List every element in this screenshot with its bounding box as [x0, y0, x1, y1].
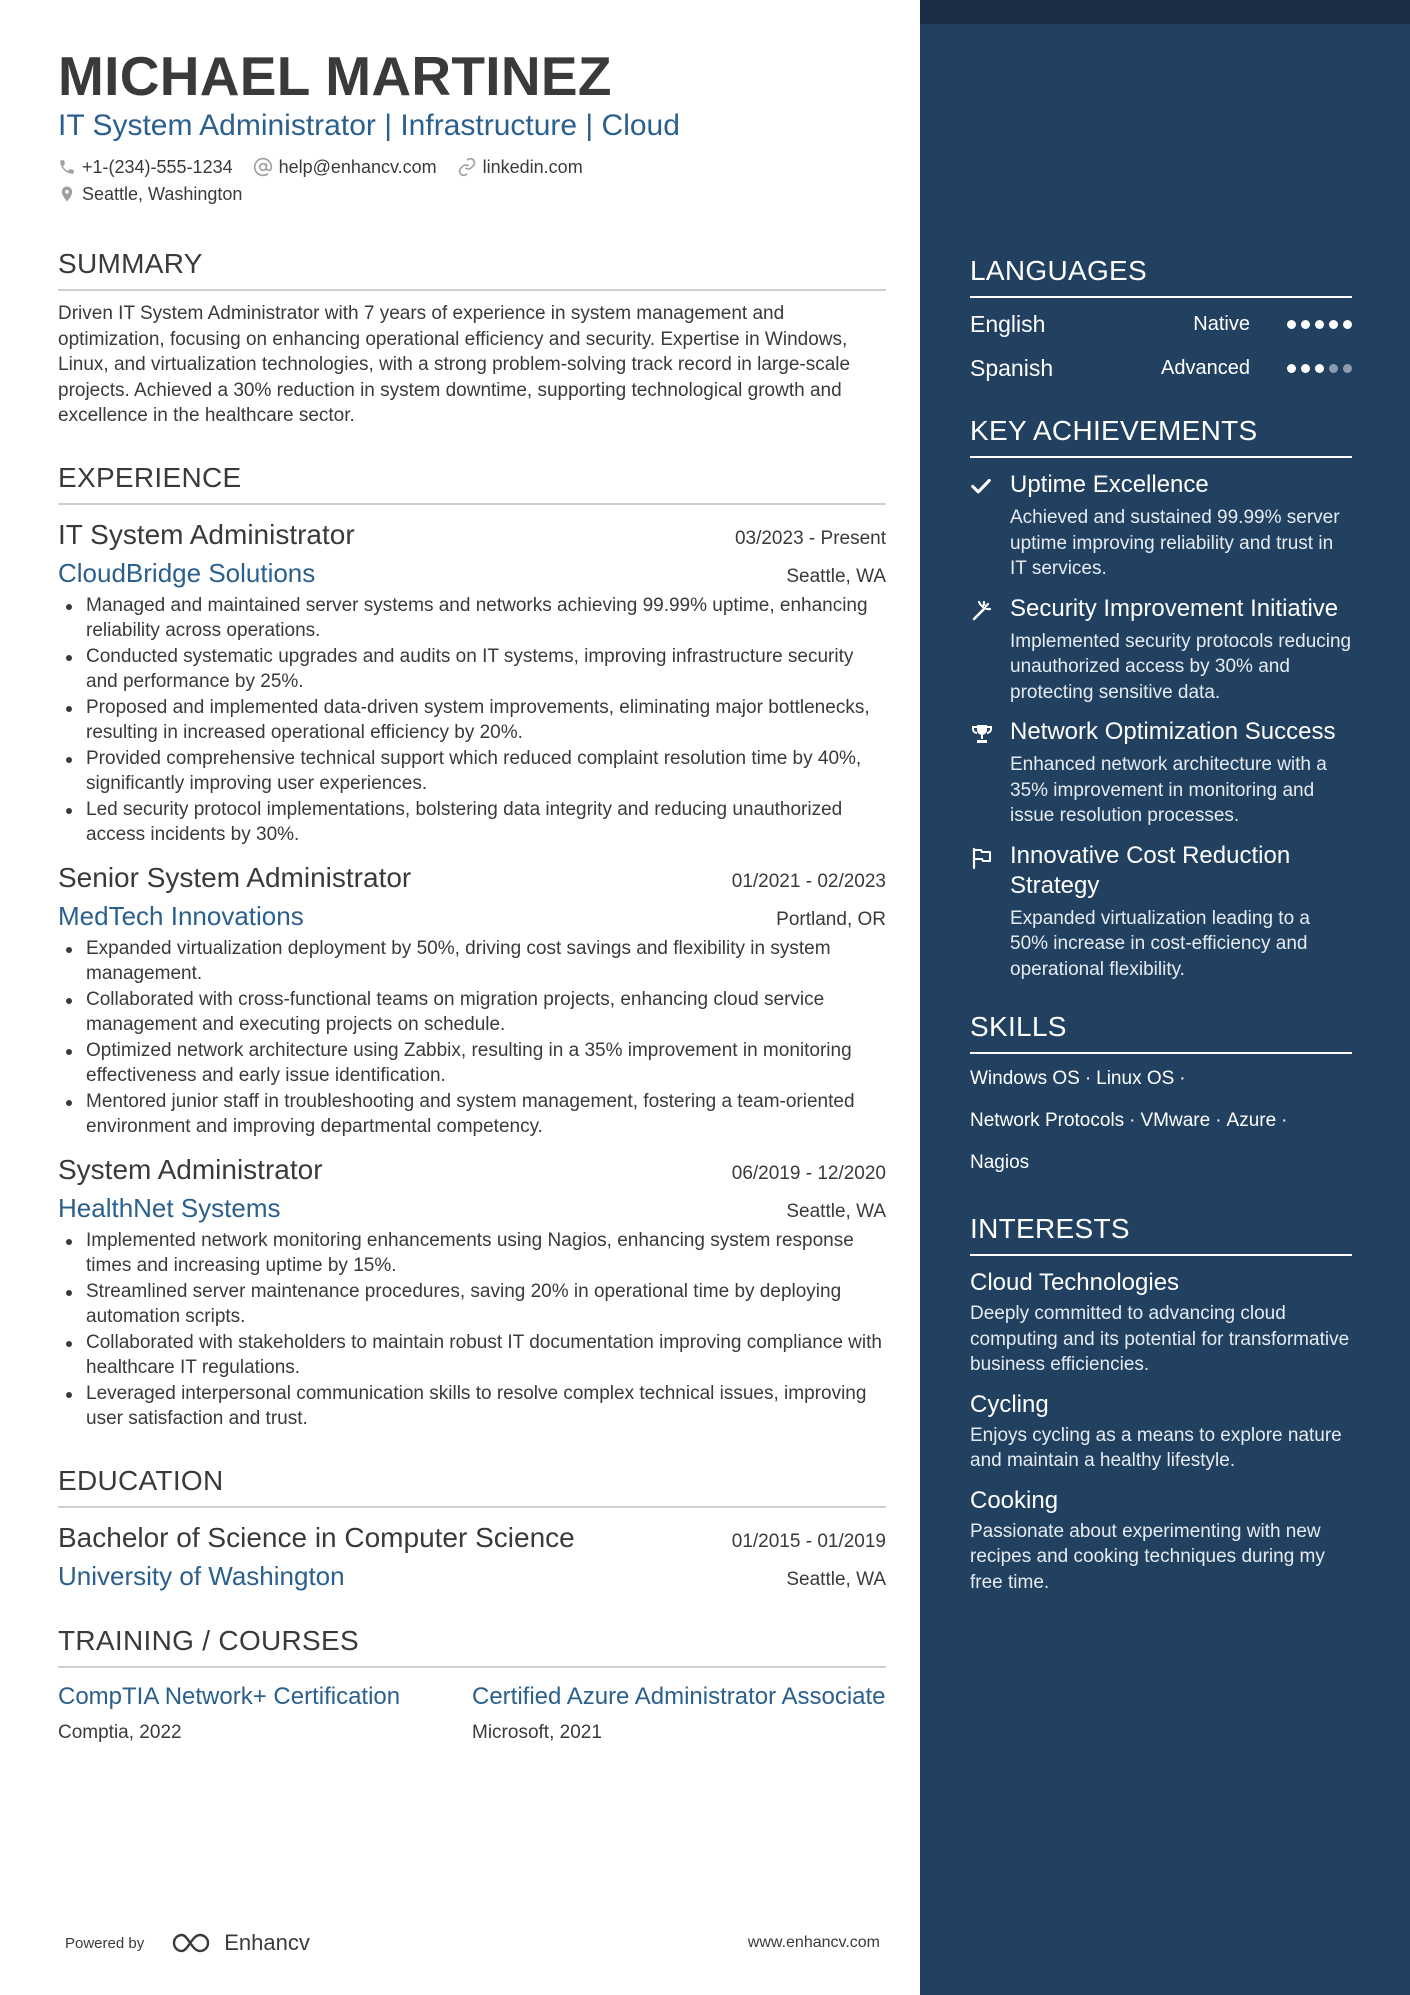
contact-email[interactable] [253, 156, 437, 178]
skill-separator: · [1129, 1110, 1136, 1131]
phone-text: +1-(234)-555-1234 [82, 157, 233, 177]
education-entry [58, 1520, 886, 1592]
course-title: CompTIA Network+ Certification [58, 1682, 401, 1710]
achievement-description: Enhanced network architecture with a 35% improvement in monitoring and issue resolution processes. [1010, 754, 1327, 826]
contact-row-2 [58, 183, 886, 205]
achievement-body [1010, 470, 1352, 582]
language-row [970, 350, 1352, 386]
job-title: Senior System Administrator [58, 861, 412, 893]
summary-heading: SUMMARY [58, 247, 886, 291]
footer [65, 1930, 880, 1956]
skill-item: Linux OS [1096, 1068, 1175, 1089]
course-provider: Microsoft, 2021 [472, 1721, 602, 1743]
skill-separator: · [1215, 1110, 1222, 1131]
linkedin-text: linkedin.com [482, 157, 583, 177]
interest-title: Cloud Technologies [970, 1269, 1180, 1296]
bullet-list [58, 1228, 886, 1432]
bullet-list [58, 936, 886, 1140]
location-text: Seattle, Washington [82, 184, 243, 204]
bullet-item: Leveraged interpersonal communication skills to resolve complex technical issues, improving user satisfaction and trust. [58, 1381, 886, 1432]
rating-dots [1282, 320, 1352, 329]
experience-section [58, 461, 886, 1432]
skill-separator: · [1179, 1068, 1186, 1089]
job-dates: 01/2021 - 02/2023 [731, 870, 886, 892]
course-item [472, 1682, 886, 1744]
rating-dots [1282, 364, 1352, 373]
languages-heading: LANGUAGES [970, 254, 1352, 298]
rating-dot-filled [1329, 320, 1338, 329]
achievement-title: Network Optimization Success [1010, 718, 1336, 745]
job-list [58, 517, 886, 1432]
sidebar [920, 0, 1410, 1995]
job-dates: 06/2019 - 12/2020 [731, 1162, 886, 1184]
sidebar-top-band [920, 0, 1410, 24]
language-level: Advanced [1161, 356, 1250, 379]
bullet-item: Implemented network monitoring enhancements using Nagios, enhancing system response times and increasing uptime by 15%. [58, 1228, 886, 1279]
link-icon [457, 157, 477, 177]
education-heading: EDUCATION [58, 1464, 886, 1508]
school: University of Washington [58, 1560, 345, 1591]
achievement-description: Achieved and sustained 99.99% server uptime improving reliability and trust in IT services. [1010, 507, 1340, 579]
rating-dot-filled [1287, 320, 1296, 329]
language-name: English [970, 310, 1046, 337]
bullet-item: Streamlined server maintenance procedures, saving 20% in operational time by deploying automation scripts. [58, 1279, 886, 1330]
skill-item: Windows OS [970, 1068, 1080, 1089]
skills-section [970, 1010, 1352, 1184]
bullet-item: Provided comprehensive technical support which reduced complaint resolution time by 40%, significantly improving user experiences. [58, 746, 886, 797]
achievements-heading: KEY ACHIEVEMENTS [970, 414, 1352, 458]
achievement-body [1010, 841, 1352, 983]
phone-icon [58, 158, 76, 176]
job-subheader [58, 900, 886, 932]
language-row [970, 306, 1352, 342]
achievement-title: Uptime Excellence [1010, 471, 1209, 498]
job-location: Seattle, WA [786, 565, 886, 587]
training-heading: TRAINING / COURSES [58, 1624, 886, 1668]
skill-item: Nagios [970, 1152, 1030, 1173]
job-location: Seattle, WA [786, 1200, 886, 1222]
achievements-section [970, 414, 1352, 982]
company-name: CloudBridge Solutions [58, 557, 316, 588]
achievement-title: Innovative Cost Reduction Strategy [1010, 841, 1291, 899]
bullet-item: Expanded virtualization deployment by 50%, driving cost savings and flexibility in system management. [58, 936, 886, 987]
training-section [58, 1624, 886, 1744]
bullet-item: Led security protocol implementations, bolstering data integrity and reducing unauthorized access incidents by 30%. [58, 797, 886, 848]
skill-separator: · [1281, 1110, 1288, 1131]
trophy-icon [970, 717, 1010, 829]
interest-title: Cooking [970, 1486, 1059, 1514]
checkmark-icon [970, 470, 1010, 582]
job-header [58, 517, 886, 553]
achievement-item [970, 717, 1352, 829]
bullet-item: Optimized network architecture using Zabbix, resulting in a 35% improvement in monitoring effectiveness and early issue identification. [58, 1038, 886, 1089]
interest-title: Cycling [970, 1390, 1049, 1418]
interests-heading: INTERESTS [970, 1212, 1352, 1256]
experience-heading: EXPERIENCE [58, 461, 886, 505]
achievement-body [1010, 717, 1352, 829]
skill-item: VMware [1140, 1110, 1211, 1131]
skill-list [970, 1058, 1352, 1184]
skill-item: Network Protocols [970, 1110, 1125, 1131]
school-location: Seattle, WA [786, 1568, 886, 1590]
rating-dot-filled [1301, 364, 1310, 373]
job-location: Portland, OR [776, 908, 886, 930]
language-name: Spanish [970, 354, 1054, 381]
achievement-description: Expanded virtualization leading to a 50% increase in cost-efficiency and operational flexibility. [1010, 907, 1310, 980]
interest-description: Enjoys cycling as a means to explore nature and maintain a healthy lifestyle. [970, 1424, 1342, 1471]
achievement-item [970, 470, 1352, 582]
bullet-item: Collaborated with cross-functional teams on migration projects, enhancing cloud service management and executing projects on schedule. [58, 987, 886, 1038]
contact-location [58, 183, 242, 205]
language-proficiency [1161, 357, 1352, 380]
achievement-item [970, 841, 1352, 983]
rating-dot-filled [1315, 364, 1324, 373]
bullet-list [58, 593, 886, 848]
candidate-title: IT System Administrator | Infrastructure | Cloud [58, 109, 680, 142]
job-subheader [58, 1192, 886, 1224]
contact-linkedin[interactable] [457, 156, 583, 178]
skill-item: Azure [1226, 1110, 1277, 1131]
education-section [58, 1464, 886, 1592]
interest-description: Passionate about experimenting with new recipes and cooking techniques during my free time. [970, 1520, 1325, 1593]
course-title: Certified Azure Administrator Associate [472, 1682, 886, 1710]
bullet-item: Collaborated with stakeholders to maintain robust IT documentation improving compliance with healthcare IT regulations. [58, 1330, 886, 1381]
degree: Bachelor of Science in Computer Science [58, 1521, 575, 1553]
bullet-item: Proposed and implemented data-driven system improvements, eliminating major bottlenecks, resulting in increased operational efficiency by 20%. [58, 695, 886, 746]
interest-description: Deeply committed to advancing cloud computing and its potential for transformative business efficiencies. [970, 1303, 1350, 1375]
site-link[interactable]: www.enhancv.com [747, 1934, 880, 1951]
powered-by-label: Powered by [65, 1934, 145, 1952]
job-subheader [58, 557, 886, 589]
at-icon [253, 157, 273, 177]
job-title: System Administrator [58, 1153, 323, 1185]
rating-dot-filled [1301, 320, 1310, 329]
language-level: Native [1193, 312, 1250, 335]
interests-section [970, 1212, 1352, 1595]
interest-item [970, 1390, 1352, 1474]
course-item [58, 1682, 472, 1744]
bullet-item: Conducted systematic upgrades and audits on IT systems, improving infrastructure security and performance by 25%. [58, 644, 886, 695]
bullet-item: Managed and maintained server systems and networks achieving 99.99% uptime, enhancing reliability across operations. [58, 593, 886, 644]
rating-dot-filled [1343, 320, 1352, 329]
job-entry [58, 517, 886, 848]
achievement-description: Implemented security protocols reducing unauthorized access by 30% and protecting sensitive data. [1010, 630, 1352, 703]
education-dates: 01/2015 - 01/2019 [731, 1530, 886, 1552]
job-header [58, 1152, 886, 1188]
rating-dot-empty [1329, 364, 1338, 373]
interest-item [970, 1268, 1352, 1378]
job-entry [58, 1152, 886, 1432]
course-provider: Comptia, 2022 [58, 1721, 182, 1743]
achievement-item [970, 594, 1352, 706]
job-entry [58, 860, 886, 1140]
brand-text: Enhancv [224, 1930, 310, 1955]
contact-row [58, 156, 886, 178]
company-name: MedTech Innovations [58, 900, 304, 931]
job-title: IT System Administrator [58, 518, 355, 550]
language-proficiency [1193, 313, 1352, 336]
rating-dot-filled [1287, 364, 1296, 373]
rating-dot-empty [1343, 364, 1352, 373]
location-pin-icon [58, 184, 76, 204]
skill-separator: · [1084, 1068, 1092, 1089]
company-name: HealthNet Systems [58, 1192, 281, 1223]
bullet-item: Mentored junior staff in troubleshooting and system management, fostering a team-oriented environment and improving departmental competency. [58, 1089, 886, 1140]
summary-text: Driven IT System Administrator with 7 years of experience in system management and optimization, focusing on enhancing operational efficiency and security. Expertise in Windows, Linux, and virtualization technologies, with a strong problem-solving track record in large-scale projects. Achieved a 30% reduction in system downtime, supporting technological growth and excellence in the healthcare sector. [58, 303, 851, 426]
job-header [58, 860, 886, 896]
skills-heading: SKILLS [970, 1010, 1352, 1054]
achievement-title: Security Improvement Initiative [1010, 594, 1339, 622]
email-text: help@enhancv.com [278, 157, 437, 177]
contact-phone[interactable] [58, 156, 233, 178]
course-list [58, 1682, 886, 1744]
candidate-name: MICHAEL MARTINEZ [58, 45, 612, 107]
achievement-body [1010, 594, 1352, 706]
magic-wand-icon [970, 594, 1010, 706]
flag-icon [970, 841, 1010, 983]
job-dates: 03/2023 - Present [734, 527, 886, 549]
enhancv-logo[interactable] [170, 1930, 310, 1956]
enhancv-logo-icon [170, 1931, 216, 1955]
interest-item [970, 1486, 1352, 1596]
summary-section [58, 247, 886, 429]
languages-section [970, 254, 1352, 386]
rating-dot-filled [1315, 320, 1324, 329]
